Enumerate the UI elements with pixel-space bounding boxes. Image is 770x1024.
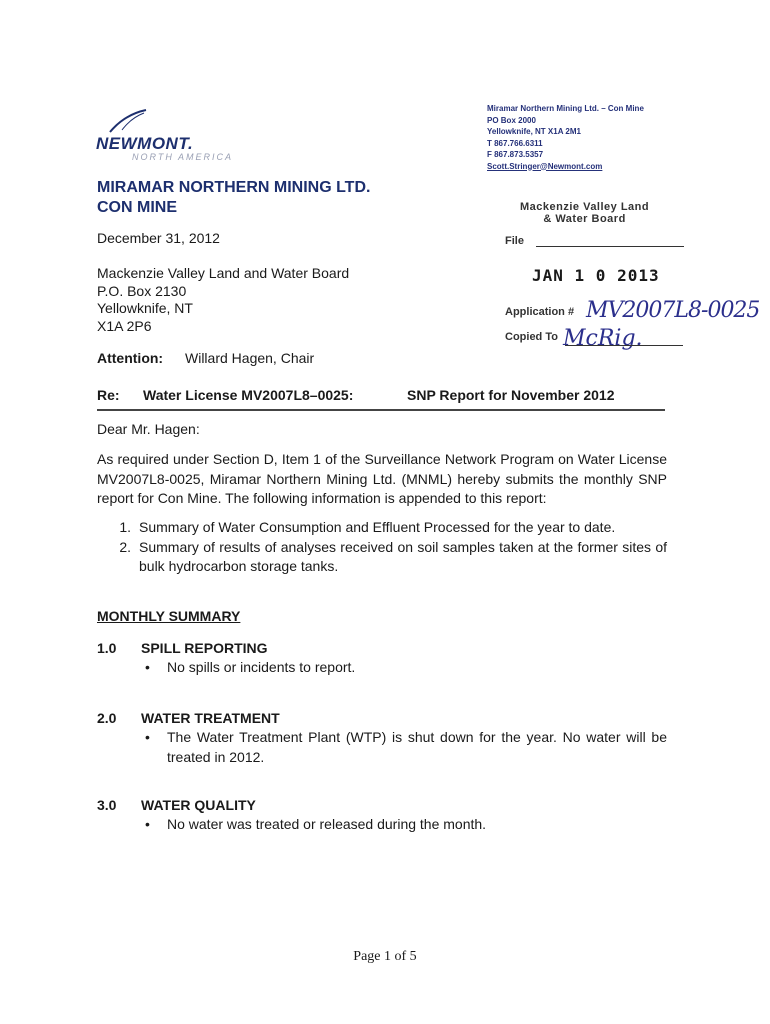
recipient-line: Yellowknife, NT [97, 300, 193, 316]
re-line [97, 387, 615, 403]
bullet-icon: • [145, 816, 150, 832]
handwritten-application-number: MV2007L8-0025 [586, 298, 760, 323]
letter-date: December 31, 2012 [97, 230, 220, 246]
section-title: SPILL REPORTING [141, 640, 268, 656]
list-item [97, 538, 667, 577]
section-title: WATER TREATMENT [141, 710, 280, 726]
list-text: Summary of results of analyses received on soil samples taken at the former sites of bulk hydrocarbon storage tanks. [139, 538, 667, 574]
company-name [97, 178, 370, 218]
address-phone: T 867.766.6311 [487, 138, 543, 148]
recipient-line: P.O. Box 2130 [97, 282, 187, 299]
stamp-copied-line [565, 345, 683, 346]
re-label: Re: [97, 387, 120, 403]
monthly-summary-heading: MONTHLY SUMMARY [97, 608, 241, 624]
section-number: 2.0 [97, 710, 117, 726]
list-item [97, 518, 667, 538]
greeting: Dear Mr. Hagen: [97, 421, 200, 437]
section-spill-reporting [97, 640, 667, 678]
attention-value: Willard Hagen, Chair [185, 350, 315, 366]
section-number: 3.0 [97, 797, 117, 813]
address-line: PO Box 2000 [487, 115, 536, 125]
section-bullet-text: No water was treated or released during the month. [167, 816, 487, 832]
recipient-line: Mackenzie Valley Land and Water Board [97, 265, 350, 281]
list-number: 2. [119, 538, 131, 555]
attention-label: Attention: [97, 350, 164, 366]
section-water-treatment [97, 710, 667, 767]
logo-subtitle: NORTH AMERICA [132, 152, 234, 162]
handwritten-copied-to: McRig. [563, 326, 643, 351]
page-number: Page 1 of 5 [353, 949, 417, 964]
stamp-board-line2: & Water Board [543, 213, 626, 225]
bullet-icon: • [145, 659, 150, 675]
body-paragraph: As required under Section D, Item 1 of the Surveillance Network Program on Water License MV2007L8-0025, Miramar Northern Mining Ltd. (MNML) hereby submits the monthly SNP report for Con Mine. The following information is appended to this report: [97, 451, 667, 506]
stamp-copied-label: Copied To [505, 331, 558, 343]
appendix-list [97, 518, 667, 577]
re-subject: SNP Report for November 2012 [407, 387, 615, 403]
section-bullet-text: The Water Treatment Plant (WTP) is shut down for the year. No water will be treated in 2012. [167, 729, 667, 765]
section-water-quality [97, 797, 667, 835]
section-title: WATER QUALITY [141, 797, 256, 813]
re-license: Water License MV2007L8–0025: [143, 387, 354, 403]
company-address [487, 103, 644, 172]
stamp-file-line [536, 246, 684, 247]
bullet-icon: • [145, 729, 150, 745]
divider [97, 409, 665, 411]
stamp-application-label: Application # [505, 306, 575, 318]
stamp-received-date: JAN 1 0 2013 [532, 266, 660, 285]
section-bullet-text: No spills or incidents to report. [167, 659, 356, 675]
stamp-board [520, 201, 649, 225]
address-line: Miramar Northern Mining Ltd. – Con Mine [487, 104, 644, 113]
address-fax: F 867.873.5357 [487, 150, 544, 159]
company-name-line1: MIRAMAR NORTHERN MINING LTD. [97, 179, 371, 196]
stamp-board-line1: Mackenzie Valley Land [520, 201, 650, 213]
list-number: 1. [119, 519, 131, 535]
email-link[interactable]: Scott.Stringer@Newmont.com [487, 161, 603, 171]
list-text: Summary of Water Consumption and Effluent Processed for the year to date. [139, 519, 616, 535]
recipient-line: X1A 2P6 [97, 317, 152, 334]
company-name-line2: CON MINE [97, 199, 177, 216]
logo-name: NEWMONT. [96, 134, 194, 153]
address-line: Yellowknife, NT X1A 2M1 [487, 127, 581, 136]
stamp-file-label: File [505, 235, 524, 247]
attention-line [97, 350, 314, 366]
section-number: 1.0 [97, 640, 117, 656]
recipient-address [97, 265, 349, 335]
